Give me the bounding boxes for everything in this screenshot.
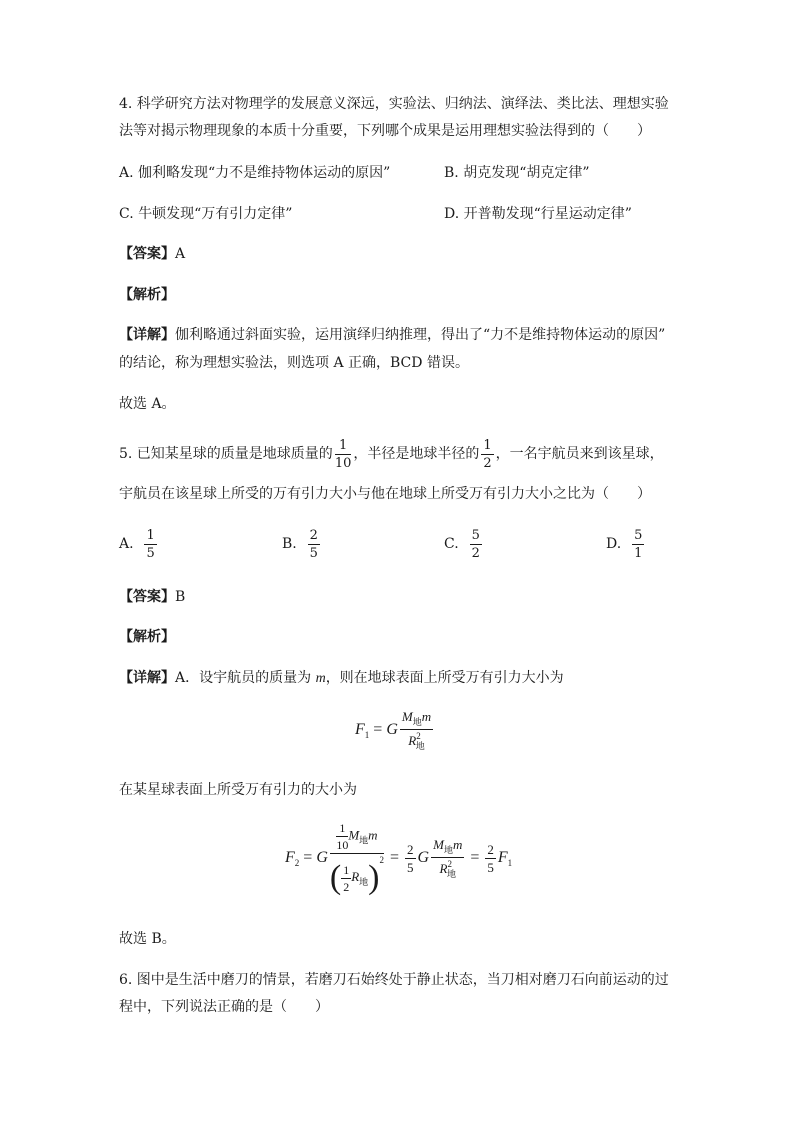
q5-mid: ，半径是地球半径的 bbox=[353, 446, 480, 462]
q4-stem-line2: 法等对揭示物理现象的本质十分重要，下列哪个成果是运用理想实验法得到的（ ） bbox=[119, 123, 651, 139]
q4-stem-line1: 4. 科学研究方法对物理学的发展意义深远，实验法、归纳法、演绎法、类比法、理想实验 bbox=[119, 96, 669, 112]
q6-stem-line1: 6. 图中是生活中磨刀的情景，若磨刀石始终处于静止状态，当刀相对磨刀石向前运动的过 bbox=[119, 972, 669, 988]
q5-conclusion: 故选 B。 bbox=[119, 931, 176, 947]
fraction-one-half: $\frac{1}{2}$ bbox=[483, 437, 492, 471]
q4-detail-line2: 的结论，称为理想实验法，则选项 A 正确，BCD 错误。 bbox=[119, 355, 469, 371]
q4-option-d: D. 开普勒发现“行星运动定律” bbox=[444, 206, 632, 222]
answer-value: A bbox=[175, 246, 186, 262]
q4-option-b: B. 胡克发现“胡克定律” bbox=[444, 165, 590, 181]
q5-detail-line: 【详解】A．设宇航员的质量为 m，则在地球表面上所受万有引力大小为 bbox=[119, 670, 564, 686]
q5-answer bbox=[119, 587, 185, 607]
q4-analysis-tag: 【解析】 bbox=[119, 287, 175, 303]
detail-tag: 【详解】 bbox=[119, 327, 175, 343]
answer-tag: 【答案】 bbox=[119, 246, 175, 262]
equation-earth-gravity: $F_1 = G$ $\frac{M_地m}{R^2_地}$ bbox=[355, 709, 432, 751]
equation-planet-gravity: $F_2 = G$ $\frac{1}{10}$ $M_地m$ ( $\frac{1}{2}$ $R_地)^2$ = $\frac{2}{5}$ G $\frac{M_地m}{R^2_地}$ = $\frac{2}{5}$ $F_1$ bbox=[285, 821, 513, 897]
q4-conclusion: 故选 A。 bbox=[119, 396, 176, 412]
answer-value: B bbox=[175, 589, 186, 605]
q4-option-a: A. 伽利略发现“力不是维持物体运动的原因” bbox=[119, 165, 391, 181]
q5-option-a: A. $\frac{1}{5}$ bbox=[119, 527, 155, 561]
q5-suffix: ，一名宇航员来到该星球， bbox=[495, 446, 664, 462]
answer-tag: 【答案】 bbox=[119, 589, 175, 605]
q5-option-c: C. $\frac{5}{2}$ bbox=[444, 527, 480, 561]
detail-tag: 【详解】 bbox=[119, 670, 175, 686]
q5-stem-line2: 宇航员在该星球上所受的万有引力大小与他在地球上所受万有引力大小之比为（ ） bbox=[119, 486, 651, 502]
detail-text: 伽利略通过斜面实验，运用演绎归纳推理，得出了“力不是维持物体运动的原因” bbox=[175, 327, 666, 343]
q5-option-b: B. $\frac{2}{5}$ bbox=[282, 527, 318, 561]
q4-detail-line1 bbox=[119, 325, 665, 345]
q5-option-d: D. $\frac{5}{1}$ bbox=[606, 527, 643, 561]
variable-m: m bbox=[315, 671, 326, 686]
q4-answer bbox=[119, 244, 185, 264]
q6-stem-line2: 程中，下列说法正确的是（ ） bbox=[119, 999, 329, 1015]
fraction-one-tenth: $\frac{1}{10}$ bbox=[334, 437, 352, 471]
q5-stem-line1 bbox=[119, 437, 664, 471]
q5-analysis-tag: 【解析】 bbox=[119, 629, 175, 645]
q5-between-text: 在某星球表面上所受万有引力的大小为 bbox=[119, 782, 357, 798]
q5-prefix: 5. 已知某星球的质量是地球质量的 bbox=[119, 446, 333, 462]
q4-option-c: C. 牛顿发现“万有引力定律” bbox=[119, 206, 293, 222]
